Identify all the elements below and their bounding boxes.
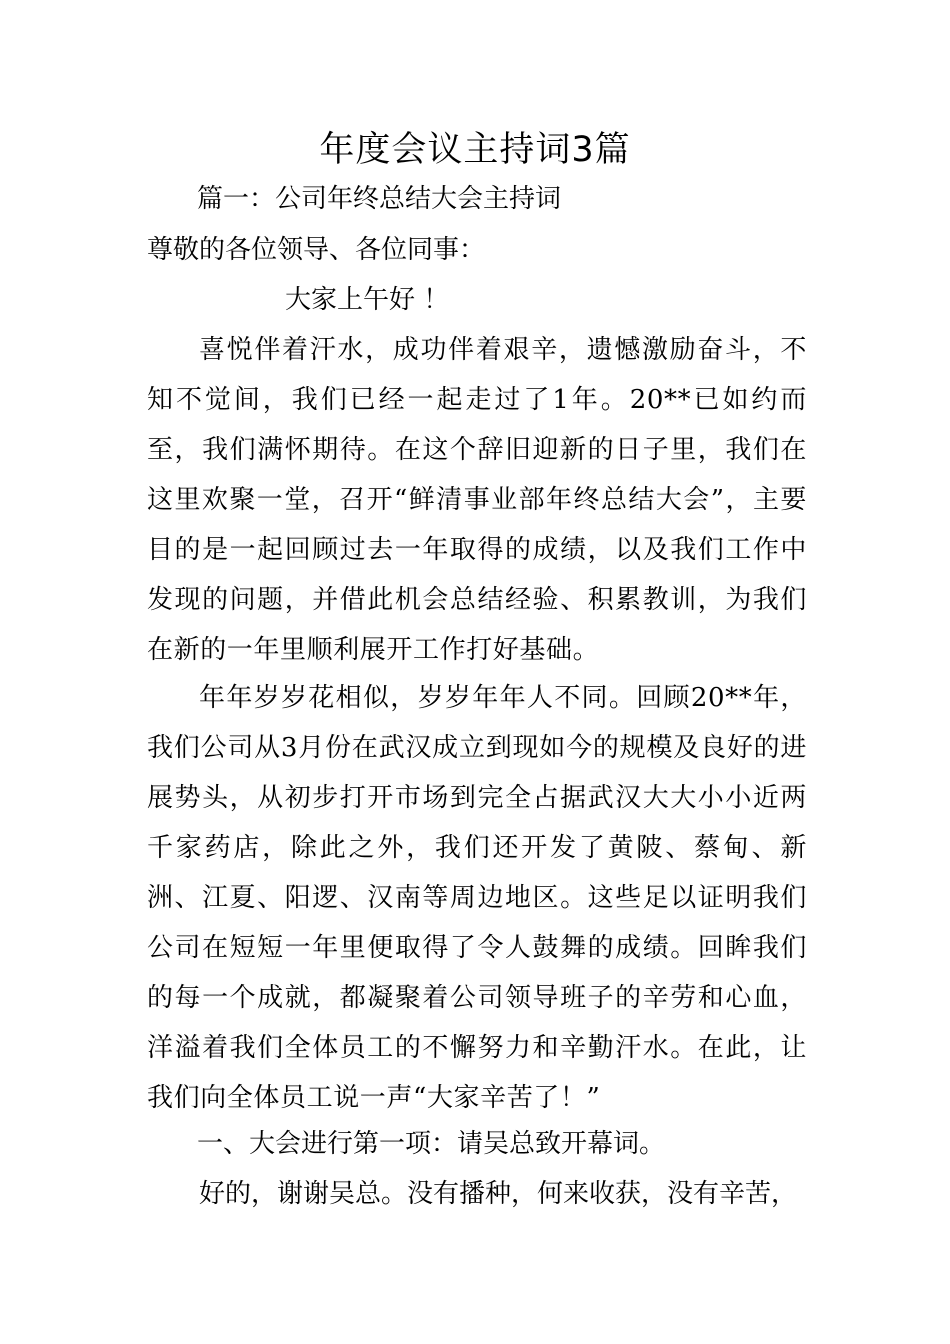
paragraph-2: 年年岁岁花相似，岁岁年年人不同。回顾20**年，我们公司从3月份在武汉成立到现如今的规模及良好的进展势头，从初步打开市场到完全占据武汉大大小小近两千家药店，除此之外，我们还开发了黄陂、蔡甸、新洲、江夏、阳逻、汉南等周边地区。这些足以证明我们公司在短短一年里便取得了令人鼓舞的成绩。回眸我们的每一个成就，都凝聚着公司领导班子的辛劳和心血，洋溢着我们全体员工的不懈努力和辛勤汗水。在此，让我们向全体员工说一声“大家辛苦了！” <box>147 683 807 1113</box>
salutation: 尊敬的各位领导、各位同事： <box>147 235 486 265</box>
section-heading: 篇一：公司年终总结大会主持词 <box>197 184 562 214</box>
document-title: 年度会议主持词3篇 <box>319 130 631 170</box>
agenda-item: 一、大会进行第一项：请吴总致开幕词。 <box>197 1129 666 1159</box>
greeting: 大家上午好 ！ <box>285 285 450 315</box>
closing-line: 好的，谢谢吴总。没有播种，何来收获，没有辛苦， <box>199 1179 798 1209</box>
paragraph-1: 喜悦伴着汗水，成功伴着艰辛，遗憾激励奋斗，不知不觉间，我们已经一起走过了1年。20**已如约而至，我们满怀期待。在这个辞旧迎新的日子里，我们在这里欢聚一堂，召开“鲜清事业部年终总结大会”，主要目的是一起回顾过去一年取得的成绩，以及我们工作中发现的问题，并借此机会总结经验、积累教训，为我们在新的一年里顺利展开工作打好基础。 <box>147 335 807 665</box>
